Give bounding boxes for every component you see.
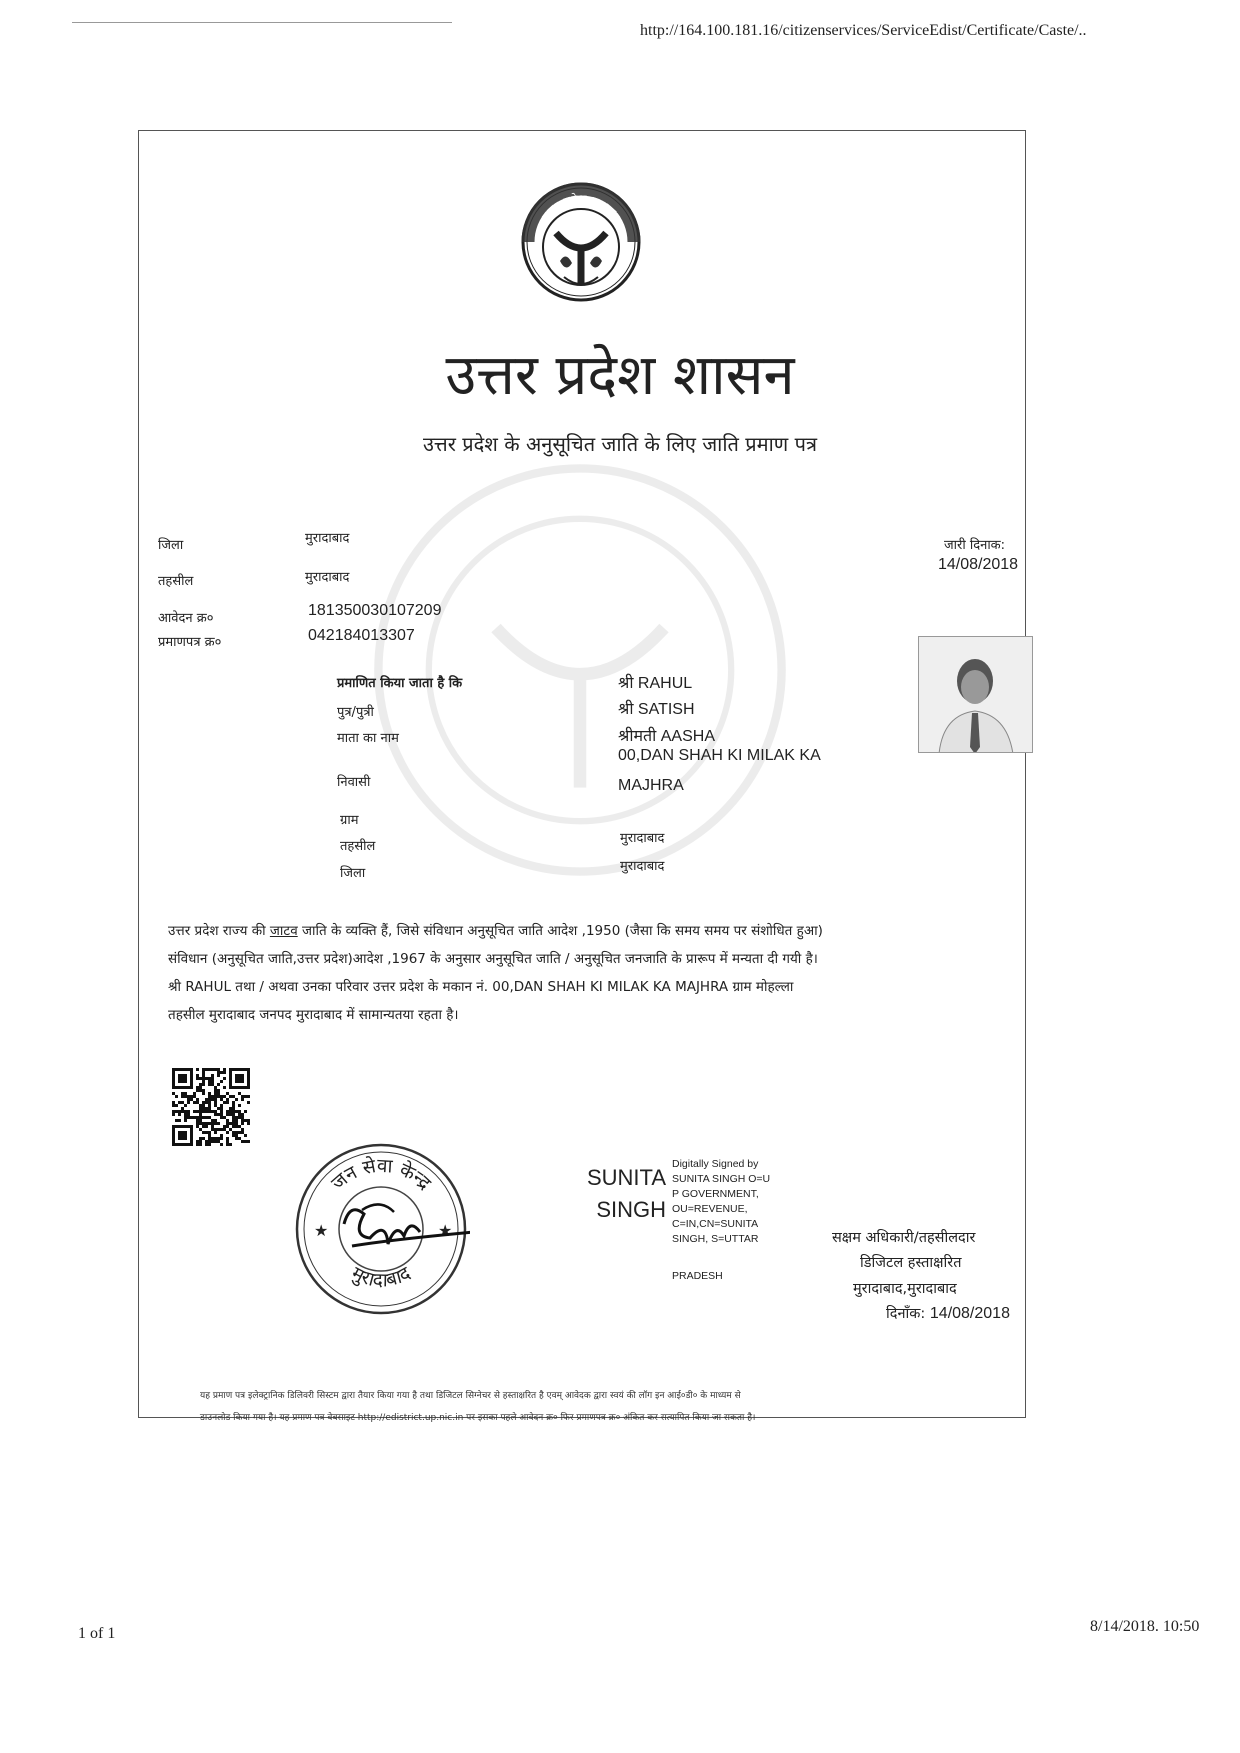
svg-text:जन सेवा केन्द्र [327,1154,436,1195]
emblem-arc-text: उत्तर प्रदेश सरकार [538,191,624,224]
application-no-value: 181350030107209 [308,602,442,619]
details-tehsil-label: तहसील [340,839,376,854]
child-of-label: पुत्र/पुत्री [337,705,374,720]
government-heading: उत्तर प्रदेश शासन [445,343,795,408]
signed-date-value: 14/08/2018 [929,1305,1010,1322]
signer-name [572,1162,666,1226]
signer-first-name: SUNITA [586,1165,666,1190]
dsig-line: P GOVERNMENT, [672,1188,759,1200]
footnote-line-2: डाउनलोड किया गया है। यह प्रमाण पत्र वेबसाइट http://edistrict.up.nic.in पर इसका पहले आवेदन क्र० फिर प्रमाणपत्र क्र० अंकित कर सत्यापित किया जा सकता है। [200,1413,756,1423]
dsig-line: SUNITA SINGH O=U [672,1173,771,1185]
district-value: मुरादाबाद [305,531,350,546]
statement-line-2: संविधान (अनुसूचित जाति,उत्तर प्रदेश)आदेश ,1967 के अनुसार अनुसूचित जाति / अनुसूचित जनजाति के प्रारूप में मन्यता दी गयी है। [168,951,818,967]
statement-line-4: तहसील मुरादाबाद जनपद मुरादाबाद में सामान्यतया रहता है। [168,1007,459,1023]
mother-label: माता का नाम [337,731,399,746]
details-tehsil-value: मुरादाबाद [620,831,665,846]
certified-label: प्रमाणित किया जाता है कि [337,676,463,691]
print-header-rule [72,22,452,23]
signer-last-name: SINGH [596,1197,666,1222]
resident-label: निवासी [337,775,371,790]
statement-line-1: उत्तर प्रदेश राज्य की जाटव जाति के व्यक्ति हैं, जिसे संविधान अनुसूचित जाति आदेश ,1950 (जैसा कि समय समय पर संशोधित हुआ) [168,923,823,939]
child-of-value: श्री SATISH [618,701,695,718]
svg-text:★: ★ [314,1223,329,1240]
dsig-line: Digitally Signed by [672,1158,759,1170]
dsig-line: SINGH, S=UTTAR [672,1233,759,1245]
verification-footnote [200,1385,1050,1429]
address-line-1: 00,DAN SHAH KI MILAK KA [618,747,821,764]
up-emblem-icon [520,181,642,303]
officer-title: सक्षम अधिकारी/तहसीलदार [832,1230,976,1246]
svg-text:मुरादाबाद [347,1262,415,1292]
qr-code-icon [172,1068,250,1146]
details-district-value: मुरादाबाद [620,859,665,874]
page-count: 1 of 1 [78,1625,116,1642]
seal-bottom-text: मुरादाबाद [347,1262,415,1292]
dsig-last-line: PRADESH [672,1270,723,1282]
signed-date-label: दिनाँक: [886,1306,926,1322]
print-datetime: 8/14/2018. 10:50 [1090,1618,1200,1635]
seal-top-text: जन सेवा केन्द्र [327,1154,436,1195]
dsig-line: OU=REVENUE, [672,1203,748,1215]
certificate-no-label: प्रमाणपत्र क्र० [158,635,222,650]
address-line-2: MAJHRA [618,777,684,794]
certificate-no-value: 042184013307 [308,627,415,644]
mother-value: श्रीमती AASHA [618,728,715,745]
office-place: मुरादाबाद,मुरादाबाद [853,1281,957,1297]
applicant-photo [918,636,1033,753]
details-district-label: जिला [340,866,366,881]
dsig-line: C=IN,CN=SUNITA [672,1218,759,1230]
village-label: ग्राम [340,813,359,828]
office-seal-icon [292,1140,470,1318]
issue-date-value: 14/08/2018 [938,556,1019,573]
district-label: जिला [158,538,184,553]
statement-line-3: श्री RAHUL तथा / अथवा उनका परिवार उत्तर प्रदेश के मकान नं. 00,DAN SHAH KI MILAK KA MAJHRA ग्राम मोहल्ला [168,979,794,995]
issue-date-label: जारी दिनाक: [944,538,1006,553]
digitally-signed-label: डिजिटल हस्ताक्षरित [860,1255,962,1271]
certificate-subheading: उत्तर प्रदेश के अनुसूचित जाति के लिए जाति प्रमाण पत्र [422,432,818,456]
certified-value: श्री RAHUL [618,675,693,692]
watermark-emblem-icon [370,460,790,880]
tehsil-label: तहसील [158,574,194,589]
signed-date [886,1303,1010,1323]
svg-text:★: ★ [438,1223,453,1240]
print-url: http://164.100.181.16/citizenservices/ServiceEdist/Certificate/Caste/.. [640,22,1087,39]
application-no-label: आवेदन क्र० [158,611,214,626]
footnote-line-1: यह प्रमाण पत्र इलेक्ट्रानिक डिलिवरी सिस्टम द्वारा तैयार किया गया है तथा डिजिटल सिग्नेचर से हस्ताक्षरित है एवम् आवेदक द्वारा स्वयं की लॉग इन आई०डी० के माध्यम से [200,1391,741,1401]
caste-name: जाटव [269,923,298,939]
digital-signature-details [672,1157,802,1247]
certificate-statement [168,917,1048,1029]
tehsil-value: मुरादाबाद [305,570,350,585]
